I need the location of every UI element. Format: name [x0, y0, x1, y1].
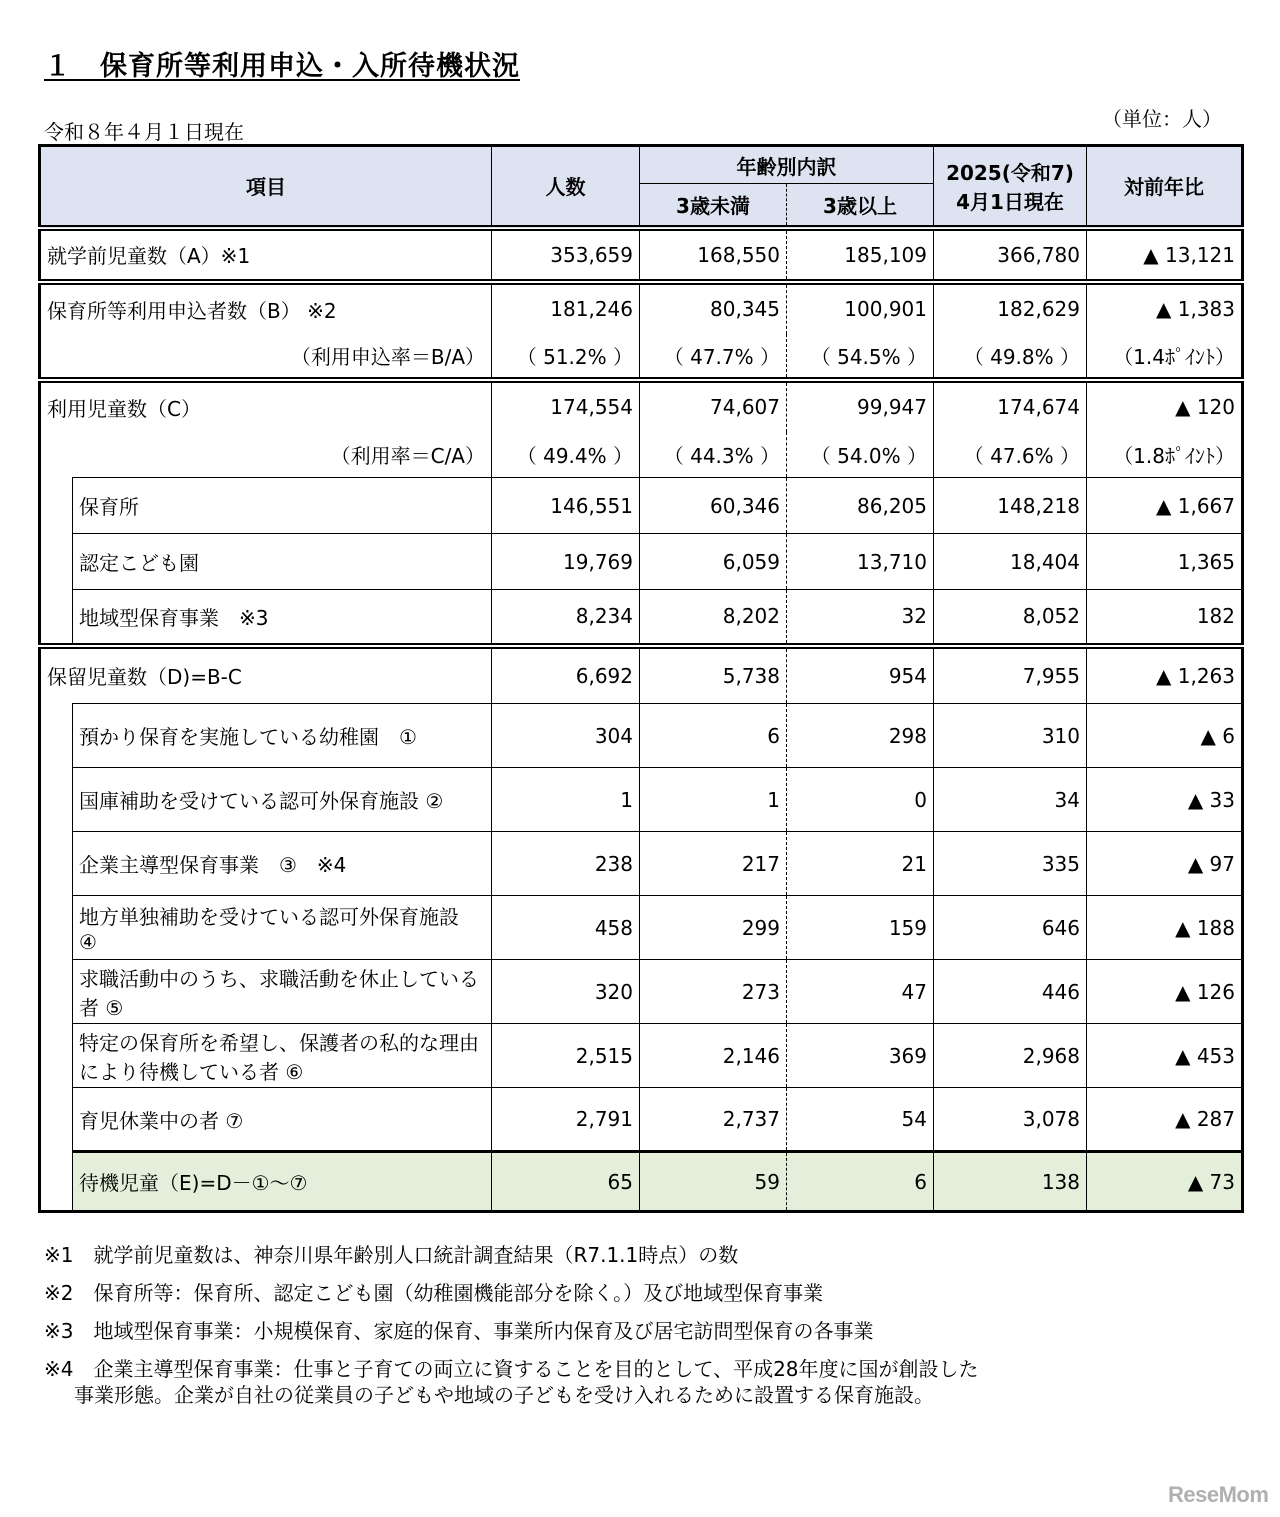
- header-previous-line1: 2025(令和7): [946, 160, 1074, 185]
- group-c: [40, 380, 1243, 646]
- row-label: 利用児童数（C）: [40, 380, 492, 432]
- table-row: [40, 432, 1243, 478]
- table-row: [40, 228, 1243, 282]
- cell-yoy: ▲ 97: [1087, 832, 1243, 896]
- header-count: 人数: [492, 146, 640, 228]
- cell-total: （ 49.4% ）: [492, 432, 640, 478]
- as-of-date: 令和８年４月１日現在: [44, 120, 244, 144]
- cell-total: 174,554: [492, 380, 640, 432]
- cell-total: 238: [492, 832, 640, 896]
- cell-total: 146,551: [492, 478, 640, 534]
- cell-previous: 182,629: [934, 282, 1087, 334]
- cell-previous: 138: [934, 1152, 1087, 1212]
- header-over3: 3歳以上: [787, 184, 934, 228]
- row-label: 育児休業中の者 ⑦: [73, 1088, 492, 1152]
- table-row: [40, 960, 1243, 1024]
- header-previous-year: [934, 146, 1087, 228]
- cell-over3: 99,947: [787, 380, 934, 432]
- cell-total: 458: [492, 896, 640, 960]
- cell-total: 2,515: [492, 1024, 640, 1088]
- cell-previous: 446: [934, 960, 1087, 1024]
- cell-yoy: ▲ 6: [1087, 704, 1243, 768]
- row-label: （利用率＝C/A）: [40, 432, 492, 478]
- row-label: 国庫補助を受けている認可外保育施設 ②: [73, 768, 492, 832]
- cell-under3: 1: [640, 768, 787, 832]
- cell-yoy: ▲ 1,667: [1087, 478, 1243, 534]
- table-row: [40, 704, 1243, 768]
- cell-under3: 6: [640, 704, 787, 768]
- cell-under3: 6,059: [640, 534, 787, 590]
- table-row: [40, 282, 1243, 334]
- page-title: １ 保育所等利用申込・入所待機状況: [44, 51, 520, 82]
- cell-previous: 2,968: [934, 1024, 1087, 1088]
- footnote-2: ※2 保育所等：保育所、認定こども園（幼稚園機能部分を除く。）及び地域型保育事業: [44, 1281, 824, 1305]
- cell-under3: 8,202: [640, 590, 787, 646]
- row-label: （利用申込率＝B/A）: [40, 334, 492, 380]
- row-label: 保留児童数（D)=B-C: [40, 646, 492, 704]
- row-label: 地方単独補助を受けている認可外保育施設 ④: [73, 896, 492, 960]
- table-row: [40, 478, 1243, 534]
- indent-spacer: [40, 704, 73, 1212]
- cell-total: 6,692: [492, 646, 640, 704]
- cell-previous: （ 49.8% ）: [934, 334, 1087, 380]
- cell-under3: 217: [640, 832, 787, 896]
- row-label: 就学前児童数（A）※1: [40, 228, 492, 282]
- cell-yoy: ▲ 287: [1087, 1088, 1243, 1152]
- table-row: [40, 1088, 1243, 1152]
- row-label: 企業主導型保育事業 ③ ※4: [73, 832, 492, 896]
- cell-under3: 299: [640, 896, 787, 960]
- row-label: 保育所等利用申込者数（B） ※2: [40, 282, 492, 334]
- cell-under3: 273: [640, 960, 787, 1024]
- cell-total: 2,791: [492, 1088, 640, 1152]
- cell-total: 320: [492, 960, 640, 1024]
- cell-under3: 60,346: [640, 478, 787, 534]
- unit-label: （単位：人）: [1102, 107, 1222, 131]
- cell-under3: 2,737: [640, 1088, 787, 1152]
- cell-over3: 369: [787, 1024, 934, 1088]
- cell-total: 353,659: [492, 228, 640, 282]
- cell-over3: 159: [787, 896, 934, 960]
- cell-yoy: ▲ 126: [1087, 960, 1243, 1024]
- cell-previous: 310: [934, 704, 1087, 768]
- row-label: 認定こども園: [73, 534, 492, 590]
- footnotes: [44, 1242, 979, 1408]
- waiting-list-table: [38, 144, 1244, 1213]
- row-label: 求職活動中のうち、求職活動を休止している者 ⑤: [73, 960, 492, 1024]
- cell-over3: 954: [787, 646, 934, 704]
- cell-previous: 34: [934, 768, 1087, 832]
- cell-under3: 74,607: [640, 380, 787, 432]
- cell-yoy: ▲ 73: [1087, 1152, 1243, 1212]
- row-label: 預かり保育を実施している幼稚園 ①: [73, 704, 492, 768]
- cell-yoy: ▲ 1,383: [1087, 282, 1243, 334]
- cell-over3: 86,205: [787, 478, 934, 534]
- resemom-logo: ReseMom: [1168, 1482, 1269, 1507]
- cell-yoy: （1.4ﾎﾟｲﾝﾄ）: [1087, 334, 1243, 380]
- cell-yoy: ▲ 1,263: [1087, 646, 1243, 704]
- indent-spacer: [40, 478, 73, 646]
- group-d: [40, 646, 1243, 1212]
- cell-total: 65: [492, 1152, 640, 1212]
- cell-over3: 13,710: [787, 534, 934, 590]
- header-previous-line2: 4月1日現在: [956, 189, 1064, 214]
- header-yoy: 対前年比: [1087, 146, 1243, 228]
- cell-total: 181,246: [492, 282, 640, 334]
- cell-under3: 168,550: [640, 228, 787, 282]
- cell-total: （ 51.2% ）: [492, 334, 640, 380]
- group-b: [40, 282, 1243, 380]
- group-a: [40, 228, 1243, 282]
- table-row: [40, 334, 1243, 380]
- cell-under3: 59: [640, 1152, 787, 1212]
- cell-previous: 148,218: [934, 478, 1087, 534]
- cell-over3: 32: [787, 590, 934, 646]
- table-row: [40, 896, 1243, 960]
- cell-previous: 366,780: [934, 228, 1087, 282]
- cell-yoy: 182: [1087, 590, 1243, 646]
- cell-total: 19,769: [492, 534, 640, 590]
- cell-over3: 100,901: [787, 282, 934, 334]
- cell-previous: （ 47.6% ）: [934, 432, 1087, 478]
- cell-yoy: 1,365: [1087, 534, 1243, 590]
- table-row: [40, 380, 1243, 432]
- cell-yoy: ▲ 453: [1087, 1024, 1243, 1088]
- table-row: [40, 534, 1243, 590]
- footnote-3: ※3 地域型保育事業：小規模保育、家庭的保育、事業所内保育及び居宅訪問型保育の各事業: [44, 1319, 874, 1343]
- cell-under3: 5,738: [640, 646, 787, 704]
- table-row: [40, 768, 1243, 832]
- row-label: 特定の保育所を希望し、保護者の私的な理由により待機している者 ⑥: [73, 1024, 492, 1088]
- cell-over3: 0: [787, 768, 934, 832]
- cell-total: 8,234: [492, 590, 640, 646]
- footnote-4-continued: 事業形態。企業が自社の従業員の子どもや地域の子どもを受け入れるために設置する保育施設。: [74, 1383, 934, 1407]
- cell-previous: 7,955: [934, 646, 1087, 704]
- row-label: 待機児童（E)=D－①～⑦: [73, 1152, 492, 1212]
- cell-over3: 21: [787, 832, 934, 896]
- cell-over3: 185,109: [787, 228, 934, 282]
- cell-previous: 335: [934, 832, 1087, 896]
- cell-total: 304: [492, 704, 640, 768]
- cell-total: 1: [492, 768, 640, 832]
- row-label: 保育所: [73, 478, 492, 534]
- cell-yoy: ▲ 188: [1087, 896, 1243, 960]
- cell-over3: 6: [787, 1152, 934, 1212]
- cell-under3: （ 47.7% ）: [640, 334, 787, 380]
- cell-over3: 54: [787, 1088, 934, 1152]
- footnote-4: ※4 企業主導型保育事業：仕事と子育ての両立に資することを目的として、平成28年度に国が創設した: [44, 1357, 979, 1381]
- cell-over3: （ 54.5% ）: [787, 334, 934, 380]
- cell-under3: 2,146: [640, 1024, 787, 1088]
- table-row: [40, 646, 1243, 704]
- cell-under3: 80,345: [640, 282, 787, 334]
- row-label: 地域型保育事業 ※3: [73, 590, 492, 646]
- header-under3: 3歳未満: [640, 184, 787, 228]
- cell-under3: （ 44.3% ）: [640, 432, 787, 478]
- cell-previous: 18,404: [934, 534, 1087, 590]
- cell-over3: 298: [787, 704, 934, 768]
- cell-yoy: ▲ 120: [1087, 380, 1243, 432]
- table-row-total-waiting: [40, 1152, 1243, 1212]
- cell-yoy: ▲ 33: [1087, 768, 1243, 832]
- header-age-breakdown: 年齢別内訳: [640, 146, 934, 184]
- table-row: [40, 832, 1243, 896]
- table-row: [40, 1024, 1243, 1088]
- cell-over3: 47: [787, 960, 934, 1024]
- cell-over3: （ 54.0% ）: [787, 432, 934, 478]
- cell-yoy: （1.8ﾎﾟｲﾝﾄ）: [1087, 432, 1243, 478]
- cell-previous: 646: [934, 896, 1087, 960]
- footnote-1: ※1 就学前児童数は、神奈川県年齢別人口統計調査結果（R7.1.1時点）の数: [44, 1243, 739, 1267]
- header-item: 項目: [40, 146, 492, 228]
- cell-previous: 174,674: [934, 380, 1087, 432]
- cell-yoy: ▲ 13,121: [1087, 228, 1243, 282]
- cell-previous: 3,078: [934, 1088, 1087, 1152]
- cell-previous: 8,052: [934, 590, 1087, 646]
- table-row: [40, 590, 1243, 646]
